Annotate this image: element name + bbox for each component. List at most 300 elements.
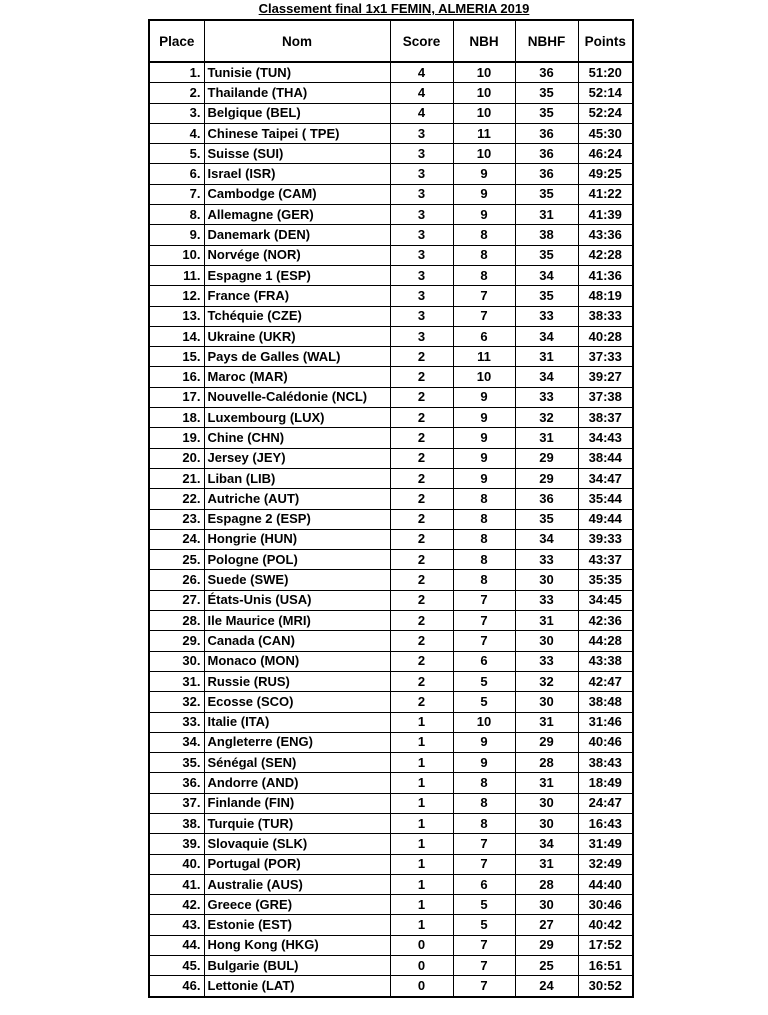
table-row	[149, 611, 633, 631]
cell-nbh: 9	[453, 164, 515, 184]
cell-place: 8.	[149, 205, 204, 225]
table-row	[149, 265, 633, 285]
cell-nbh: 7	[453, 854, 515, 874]
cell-name: Finlande (FIN)	[204, 793, 390, 813]
cell-score: 2	[390, 367, 453, 387]
cell-nbh: 10	[453, 144, 515, 164]
cell-points: 44:28	[578, 631, 633, 651]
cell-score: 3	[390, 265, 453, 285]
table-row	[149, 347, 633, 367]
cell-score: 3	[390, 286, 453, 306]
cell-name: Suede (SWE)	[204, 570, 390, 590]
cell-points: 30:46	[578, 895, 633, 915]
header-nbh: NBH	[453, 20, 515, 62]
cell-nbhf: 38	[515, 225, 578, 245]
cell-score: 3	[390, 326, 453, 346]
cell-score: 2	[390, 611, 453, 631]
cell-nbh: 10	[453, 103, 515, 123]
cell-place: 42.	[149, 895, 204, 915]
cell-name: Canada (CAN)	[204, 631, 390, 651]
cell-nbh: 8	[453, 245, 515, 265]
table-row	[149, 773, 633, 793]
cell-name: Luxembourg (LUX)	[204, 408, 390, 428]
cell-nbh: 7	[453, 286, 515, 306]
cell-place: 15.	[149, 347, 204, 367]
table-row	[149, 62, 633, 83]
cell-points: 49:44	[578, 509, 633, 529]
cell-nbhf: 32	[515, 671, 578, 691]
cell-place: 3.	[149, 103, 204, 123]
header-name: Nom	[204, 20, 390, 62]
cell-score: 4	[390, 83, 453, 103]
cell-nbhf: 33	[515, 590, 578, 610]
cell-place: 4.	[149, 123, 204, 143]
cell-place: 11.	[149, 265, 204, 285]
cell-points: 40:42	[578, 915, 633, 935]
table-row	[149, 326, 633, 346]
cell-place: 40.	[149, 854, 204, 874]
cell-nbhf: 31	[515, 712, 578, 732]
cell-score: 1	[390, 834, 453, 854]
header-row	[149, 20, 633, 62]
cell-place: 39.	[149, 834, 204, 854]
cell-points: 34:43	[578, 428, 633, 448]
cell-place: 12.	[149, 286, 204, 306]
cell-points: 44:40	[578, 874, 633, 894]
cell-points: 41:39	[578, 205, 633, 225]
cell-place: 43.	[149, 915, 204, 935]
cell-place: 33.	[149, 712, 204, 732]
cell-points: 37:33	[578, 347, 633, 367]
table-row	[149, 956, 633, 976]
cell-points: 34:45	[578, 590, 633, 610]
cell-nbhf: 36	[515, 144, 578, 164]
cell-name: Italie (ITA)	[204, 712, 390, 732]
cell-nbhf: 31	[515, 773, 578, 793]
cell-points: 41:36	[578, 265, 633, 285]
table-row	[149, 590, 633, 610]
cell-nbh: 11	[453, 347, 515, 367]
table-row	[149, 813, 633, 833]
cell-nbhf: 24	[515, 976, 578, 997]
cell-nbhf: 29	[515, 935, 578, 955]
cell-points: 43:38	[578, 651, 633, 671]
cell-place: 25.	[149, 550, 204, 570]
cell-nbh: 5	[453, 915, 515, 935]
table-row	[149, 753, 633, 773]
cell-points: 38:37	[578, 408, 633, 428]
table-row	[149, 631, 633, 651]
cell-place: 19.	[149, 428, 204, 448]
cell-place: 5.	[149, 144, 204, 164]
cell-score: 3	[390, 306, 453, 326]
cell-points: 52:24	[578, 103, 633, 123]
cell-place: 18.	[149, 408, 204, 428]
cell-nbh: 6	[453, 874, 515, 894]
cell-place: 38.	[149, 813, 204, 833]
cell-score: 2	[390, 529, 453, 549]
cell-points: 48:19	[578, 286, 633, 306]
cell-score: 0	[390, 956, 453, 976]
cell-points: 35:44	[578, 489, 633, 509]
cell-score: 1	[390, 793, 453, 813]
table-row	[149, 387, 633, 407]
cell-nbh: 10	[453, 367, 515, 387]
table-row	[149, 123, 633, 143]
cell-place: 22.	[149, 489, 204, 509]
cell-points: 42:28	[578, 245, 633, 265]
table-row	[149, 205, 633, 225]
cell-name: Hongrie (HUN)	[204, 529, 390, 549]
cell-nbh: 10	[453, 62, 515, 83]
cell-points: 45:30	[578, 123, 633, 143]
cell-nbhf: 34	[515, 367, 578, 387]
cell-place: 32.	[149, 692, 204, 712]
cell-score: 2	[390, 468, 453, 488]
cell-score: 2	[390, 509, 453, 529]
cell-points: 46:24	[578, 144, 633, 164]
cell-nbhf: 28	[515, 753, 578, 773]
cell-nbhf: 29	[515, 448, 578, 468]
cell-nbh: 8	[453, 489, 515, 509]
cell-nbhf: 36	[515, 62, 578, 83]
cell-place: 28.	[149, 611, 204, 631]
cell-place: 46.	[149, 976, 204, 997]
cell-nbh: 5	[453, 671, 515, 691]
cell-name: Slovaquie (SLK)	[204, 834, 390, 854]
cell-score: 2	[390, 590, 453, 610]
cell-place: 27.	[149, 590, 204, 610]
table-row	[149, 895, 633, 915]
cell-score: 4	[390, 62, 453, 83]
table-row	[149, 83, 633, 103]
cell-points: 51:20	[578, 62, 633, 83]
cell-score: 2	[390, 428, 453, 448]
table-row	[149, 509, 633, 529]
cell-place: 45.	[149, 956, 204, 976]
cell-place: 29.	[149, 631, 204, 651]
cell-score: 3	[390, 164, 453, 184]
cell-place: 14.	[149, 326, 204, 346]
cell-score: 2	[390, 671, 453, 691]
cell-points: 38:48	[578, 692, 633, 712]
cell-nbhf: 33	[515, 550, 578, 570]
cell-nbh: 9	[453, 428, 515, 448]
cell-name: Jersey (JEY)	[204, 448, 390, 468]
cell-place: 24.	[149, 529, 204, 549]
header-place: Place	[149, 20, 204, 62]
cell-nbhf: 30	[515, 570, 578, 590]
cell-nbhf: 35	[515, 83, 578, 103]
cell-name: Hong Kong (HKG)	[204, 935, 390, 955]
cell-nbhf: 35	[515, 103, 578, 123]
cell-name: Chinese Taipei ( TPE)	[204, 123, 390, 143]
table-row	[149, 428, 633, 448]
cell-points: 40:46	[578, 732, 633, 752]
cell-nbhf: 36	[515, 123, 578, 143]
cell-place: 17.	[149, 387, 204, 407]
cell-place: 6.	[149, 164, 204, 184]
cell-place: 10.	[149, 245, 204, 265]
table-row	[149, 651, 633, 671]
cell-name: Norvége (NOR)	[204, 245, 390, 265]
cell-nbhf: 31	[515, 428, 578, 448]
cell-points: 31:49	[578, 834, 633, 854]
cell-score: 2	[390, 347, 453, 367]
cell-name: Turquie (TUR)	[204, 813, 390, 833]
cell-nbh: 11	[453, 123, 515, 143]
cell-nbhf: 33	[515, 306, 578, 326]
cell-place: 37.	[149, 793, 204, 813]
cell-name: Pays de Galles (WAL)	[204, 347, 390, 367]
cell-points: 31:46	[578, 712, 633, 732]
table-row	[149, 489, 633, 509]
table-row	[149, 144, 633, 164]
header-nbhf: NBHF	[515, 20, 578, 62]
cell-name: Russie (RUS)	[204, 671, 390, 691]
cell-nbh: 9	[453, 387, 515, 407]
table-row	[149, 448, 633, 468]
cell-nbh: 8	[453, 529, 515, 549]
cell-place: 36.	[149, 773, 204, 793]
cell-name: Pologne (POL)	[204, 550, 390, 570]
cell-points: 38:44	[578, 448, 633, 468]
cell-points: 18:49	[578, 773, 633, 793]
cell-name: Lettonie (LAT)	[204, 976, 390, 997]
cell-nbh: 7	[453, 956, 515, 976]
table-row	[149, 915, 633, 935]
cell-nbh: 8	[453, 265, 515, 285]
cell-nbh: 10	[453, 712, 515, 732]
cell-place: 13.	[149, 306, 204, 326]
cell-score: 1	[390, 712, 453, 732]
cell-score: 3	[390, 184, 453, 204]
cell-points: 39:33	[578, 529, 633, 549]
cell-points: 38:43	[578, 753, 633, 773]
cell-place: 20.	[149, 448, 204, 468]
table-row	[149, 732, 633, 752]
table-row	[149, 286, 633, 306]
cell-name: Monaco (MON)	[204, 651, 390, 671]
cell-points: 37:38	[578, 387, 633, 407]
cell-name: Liban (LIB)	[204, 468, 390, 488]
cell-nbh: 7	[453, 590, 515, 610]
header-score: Score	[390, 20, 453, 62]
cell-score: 2	[390, 570, 453, 590]
cell-score: 2	[390, 489, 453, 509]
cell-score: 2	[390, 448, 453, 468]
cell-nbhf: 34	[515, 265, 578, 285]
cell-nbhf: 35	[515, 184, 578, 204]
cell-score: 3	[390, 225, 453, 245]
cell-score: 1	[390, 895, 453, 915]
cell-score: 1	[390, 854, 453, 874]
cell-score: 3	[390, 123, 453, 143]
cell-score: 1	[390, 732, 453, 752]
page-title-text: Classement final 1x1 FEMIN, ALMERIA 2019	[258, 1, 530, 16]
cell-name: Australie (AUS)	[204, 874, 390, 894]
cell-place: 30.	[149, 651, 204, 671]
cell-name: États-Unis (USA)	[204, 590, 390, 610]
cell-place: 35.	[149, 753, 204, 773]
cell-points: 52:14	[578, 83, 633, 103]
cell-points: 41:22	[578, 184, 633, 204]
table-row	[149, 245, 633, 265]
cell-nbhf: 29	[515, 732, 578, 752]
cell-nbh: 7	[453, 834, 515, 854]
table-row	[149, 225, 633, 245]
table-row	[149, 164, 633, 184]
cell-score: 1	[390, 874, 453, 894]
cell-nbh: 9	[453, 408, 515, 428]
cell-points: 32:49	[578, 854, 633, 874]
cell-points: 42:36	[578, 611, 633, 631]
cell-nbhf: 36	[515, 489, 578, 509]
table-row	[149, 103, 633, 123]
cell-nbh: 7	[453, 306, 515, 326]
table-row	[149, 550, 633, 570]
table-row	[149, 692, 633, 712]
cell-name: Bulgarie (BUL)	[204, 956, 390, 976]
cell-name: Cambodge (CAM)	[204, 184, 390, 204]
table-row	[149, 976, 633, 997]
cell-nbhf: 30	[515, 793, 578, 813]
cell-place: 26.	[149, 570, 204, 590]
cell-score: 3	[390, 144, 453, 164]
cell-points: 43:36	[578, 225, 633, 245]
table-row	[149, 468, 633, 488]
cell-name: Ile Maurice (MRI)	[204, 611, 390, 631]
cell-nbh: 7	[453, 976, 515, 997]
cell-name: Israel (ISR)	[204, 164, 390, 184]
table-row	[149, 529, 633, 549]
cell-name: Greece (GRE)	[204, 895, 390, 915]
cell-nbh: 6	[453, 651, 515, 671]
cell-name: Autriche (AUT)	[204, 489, 390, 509]
cell-nbhf: 30	[515, 692, 578, 712]
cell-nbh: 8	[453, 550, 515, 570]
cell-nbh: 9	[453, 205, 515, 225]
table-row	[149, 712, 633, 732]
cell-place: 1.	[149, 62, 204, 83]
cell-nbhf: 34	[515, 834, 578, 854]
table-row	[149, 570, 633, 590]
cell-nbhf: 27	[515, 915, 578, 935]
cell-nbhf: 33	[515, 387, 578, 407]
cell-score: 0	[390, 976, 453, 997]
cell-nbh: 8	[453, 793, 515, 813]
cell-points: 30:52	[578, 976, 633, 997]
table-row	[149, 874, 633, 894]
cell-nbh: 8	[453, 813, 515, 833]
cell-nbh: 5	[453, 692, 515, 712]
table-row	[149, 367, 633, 387]
cell-points: 35:35	[578, 570, 633, 590]
cell-name: Sénégal (SEN)	[204, 753, 390, 773]
cell-name: Suisse (SUI)	[204, 144, 390, 164]
standings-table	[148, 19, 634, 998]
cell-score: 2	[390, 387, 453, 407]
cell-name: Espagne 2 (ESP)	[204, 509, 390, 529]
cell-nbhf: 28	[515, 874, 578, 894]
cell-name: France (FRA)	[204, 286, 390, 306]
cell-nbhf: 31	[515, 611, 578, 631]
cell-name: Nouvelle-Calédonie (NCL)	[204, 387, 390, 407]
cell-score: 2	[390, 550, 453, 570]
cell-name: Belgique (BEL)	[204, 103, 390, 123]
cell-nbh: 8	[453, 773, 515, 793]
cell-nbhf: 32	[515, 408, 578, 428]
cell-name: Danemark (DEN)	[204, 225, 390, 245]
page-title	[0, 1, 768, 17]
cell-nbhf: 35	[515, 509, 578, 529]
cell-name: Thailande (THA)	[204, 83, 390, 103]
cell-name: Tunisie (TUN)	[204, 62, 390, 83]
cell-points: 16:51	[578, 956, 633, 976]
cell-points: 43:37	[578, 550, 633, 570]
cell-points: 49:25	[578, 164, 633, 184]
cell-points: 24:47	[578, 793, 633, 813]
cell-name: Andorre (AND)	[204, 773, 390, 793]
cell-points: 16:43	[578, 813, 633, 833]
cell-score: 3	[390, 205, 453, 225]
cell-nbh: 7	[453, 935, 515, 955]
cell-nbhf: 30	[515, 895, 578, 915]
cell-nbh: 10	[453, 83, 515, 103]
cell-score: 1	[390, 753, 453, 773]
cell-nbh: 6	[453, 326, 515, 346]
cell-place: 16.	[149, 367, 204, 387]
cell-nbhf: 31	[515, 854, 578, 874]
cell-place: 2.	[149, 83, 204, 103]
cell-nbhf: 34	[515, 529, 578, 549]
cell-nbh: 9	[453, 753, 515, 773]
cell-points: 38:33	[578, 306, 633, 326]
cell-nbhf: 29	[515, 468, 578, 488]
cell-score: 2	[390, 651, 453, 671]
cell-place: 41.	[149, 874, 204, 894]
standings-body	[149, 62, 633, 997]
cell-score: 2	[390, 631, 453, 651]
cell-nbhf: 31	[515, 205, 578, 225]
cell-place: 34.	[149, 732, 204, 752]
cell-place: 9.	[149, 225, 204, 245]
cell-nbhf: 30	[515, 813, 578, 833]
table-row	[149, 793, 633, 813]
cell-name: Espagne 1 (ESP)	[204, 265, 390, 285]
table-row	[149, 184, 633, 204]
table-row	[149, 854, 633, 874]
cell-score: 1	[390, 813, 453, 833]
cell-name: Estonie (EST)	[204, 915, 390, 935]
cell-score: 1	[390, 773, 453, 793]
cell-name: Ecosse (SCO)	[204, 692, 390, 712]
cell-nbh: 8	[453, 225, 515, 245]
cell-name: Allemagne (GER)	[204, 205, 390, 225]
cell-points: 34:47	[578, 468, 633, 488]
cell-nbh: 9	[453, 184, 515, 204]
cell-nbh: 5	[453, 895, 515, 915]
cell-nbhf: 35	[515, 245, 578, 265]
cell-points: 39:27	[578, 367, 633, 387]
cell-points: 40:28	[578, 326, 633, 346]
cell-nbh: 9	[453, 468, 515, 488]
cell-place: 21.	[149, 468, 204, 488]
cell-name: Angleterre (ENG)	[204, 732, 390, 752]
cell-score: 2	[390, 692, 453, 712]
cell-score: 1	[390, 915, 453, 935]
cell-nbhf: 33	[515, 651, 578, 671]
